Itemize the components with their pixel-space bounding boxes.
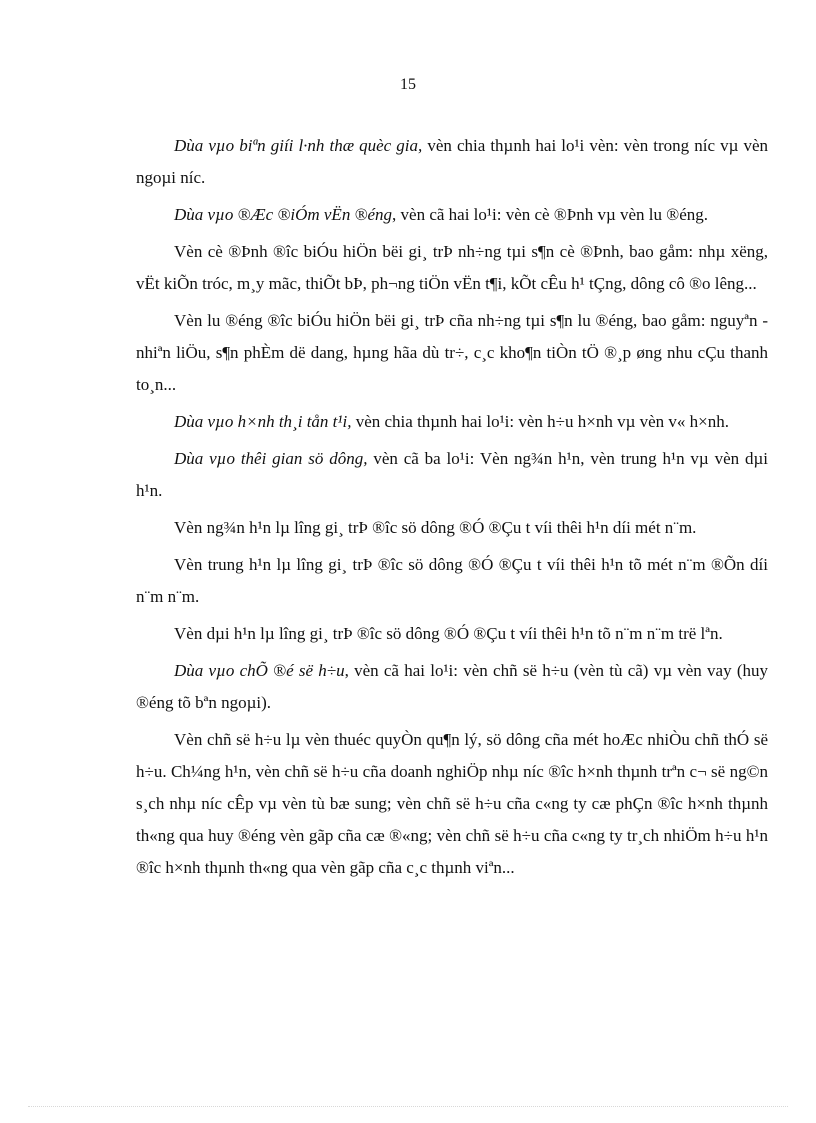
paragraph-text: Vèn ng¾n h¹n lµ lîng gi¸ trÞ ®îc sö dông ®Ó ®Çu t víi thêi h¹n díi mét n¨m. (174, 518, 697, 537)
paragraph-text: Vèn dµi h¹n lµ lîng gi¸ trÞ ®îc sö dông ®Ó ®Çu t víi thêi h¹n tõ n¨m n¨m trë lªn. (174, 624, 723, 643)
paragraph-3 (136, 236, 768, 300)
paragraph-text: Vèn chñ së h÷u lµ vèn thuéc quyÒn qu¶n lý, sö dông cña mét hoÆc nhiÒu chñ thÓ së h÷u. Ch¼ng h¹n, vèn chñ së h÷u cña doanh nghiÖp nhµ níc ®îc h×nh thµnh trªn c¬ së ng©n s¸ch nhµ níc cÊp vµ vèn tù bæ sung; vèn chñ së h÷u cña c«ng ty cæ phÇn ®îc h×nh thµnh th«ng qua huy ®éng vèn gãp cña cæ ®«ng; vèn chñ së h÷u cña c«ng ty tr¸ch nhiÖm h÷u h¹n ®îc h×nh thµnh th«ng qua vèn gãp cña c¸c thµnh viªn... (136, 730, 768, 877)
paragraph-lead: Dùa vµo chÕ ®é së h÷u (174, 661, 345, 680)
paragraph-text: Vèn cè ®Þnh ®îc biÓu hiÖn bëi gi¸ trÞ nh÷ng tµi s¶n cè ®Þnh, bao gåm: nhµ xëng, vËt kiÕn tróc, m¸y mãc, thiÕt bÞ, ph¬ng tiÖn vËn t¶i, kÕt cÊu h¹ tÇng, dông cô ®o lêng... (136, 242, 768, 293)
paragraph-8 (136, 549, 768, 613)
paragraph-text: , vèn cã hai lo¹i: vèn cè ®Þnh vµ vèn lu ®éng. (392, 205, 708, 224)
paragraph-text: vèn chia thµnh hai lo¹i: vèn h÷u h×nh vµ vèn v« h×nh. (351, 412, 730, 431)
paragraph-11 (136, 724, 768, 884)
paragraph-5 (136, 406, 768, 438)
paragraph-text: vèn cã ba lo¹i: Vèn ng¾n h¹n, vèn trung h¹n vµ vèn dµi h¹n. (136, 449, 768, 500)
body-text (136, 130, 768, 889)
paragraph-4 (136, 305, 768, 401)
page-bottom-divider (28, 1106, 788, 1107)
paragraph-lead: Dùa vµo ®Æc ®iÓm vËn ®éng (174, 205, 393, 224)
page-number: 15 (400, 76, 416, 93)
paragraph-9 (136, 618, 768, 650)
paragraph-6 (136, 443, 768, 507)
paragraph-2 (136, 199, 768, 231)
paragraph-text: Vèn trung h¹n lµ lîng gi¸ trÞ ®îc sö dông ®Ó ®Çu t víi thêi h¹n tõ mét n¨m ®Õn díi n¨m n¨m. (136, 555, 768, 606)
paragraph-1 (136, 130, 768, 194)
paragraph-lead: Dùa vµo h×nh th¸i tån t¹i, (174, 412, 352, 431)
paragraph-7 (136, 512, 768, 544)
paragraph-text: vèn chia thµnh hai lo¹i vèn: vèn trong níc vµ vèn ngoµi níc. (136, 136, 768, 187)
paragraph-10 (136, 655, 768, 719)
paragraph-text: , vèn cã hai lo¹i: vèn chñ së h÷u (vèn tù cã) vµ vèn vay (huy ®éng tõ bªn ngoµi). (136, 661, 768, 712)
paragraph-lead: Dùa vµo thêi gian sö dông, (174, 449, 368, 468)
paragraph-lead: Dùa vµo biªn giíi l·nh thæ quèc gia, (174, 136, 423, 155)
paragraph-text: Vèn lu ®éng ®îc biÓu hiÖn bëi gi¸ trÞ cña nh÷ng tµi s¶n lu ®éng, bao gåm: nguyªn - nhiªn liÖu, s¶n phÈm dë dang, hµng hãa dù tr÷, c¸c kho¶n tiÒn tÖ ®¸p øng nhu cÇu thanh to¸n... (136, 311, 768, 394)
